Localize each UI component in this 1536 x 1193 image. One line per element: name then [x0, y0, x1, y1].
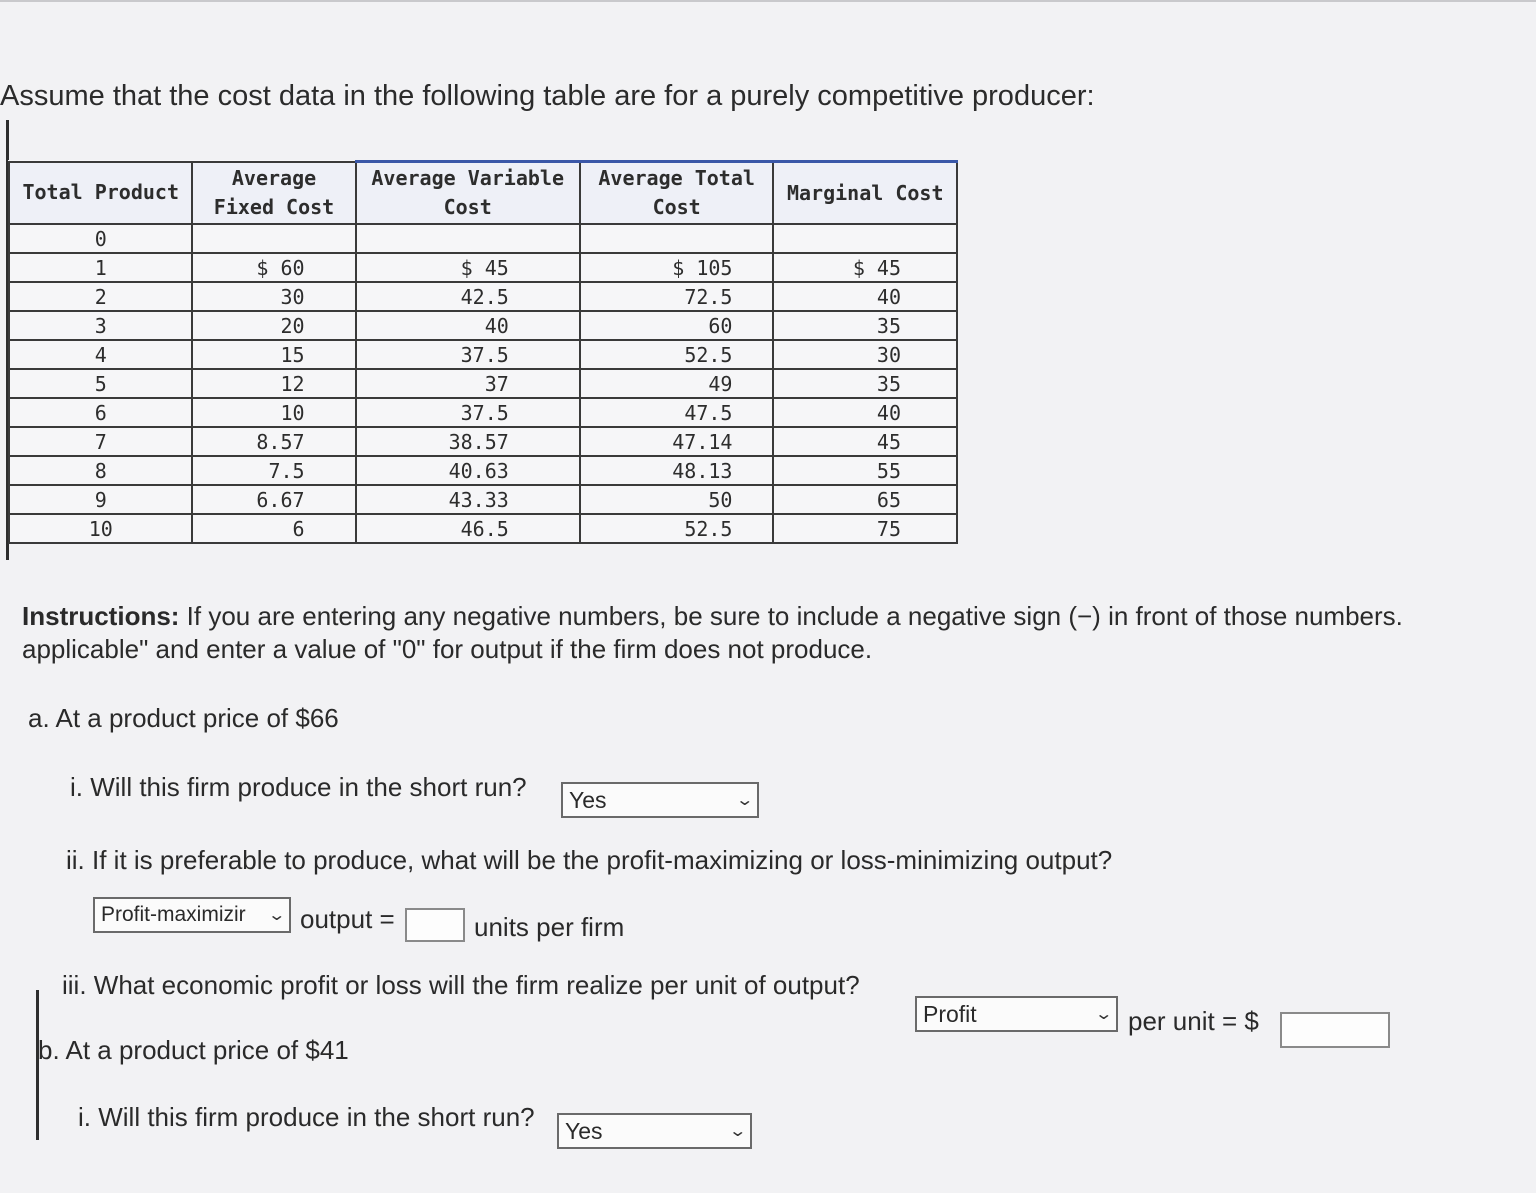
cell-atc: 60: [580, 311, 774, 340]
cell-mc: 55: [773, 456, 957, 485]
cell-avc: 46.5: [356, 514, 580, 543]
cell-afc: 12: [192, 369, 355, 398]
table-row: [9, 340, 957, 369]
part-a-produce-value: Yes: [569, 786, 607, 813]
part-a-profit-type-select[interactable]: [93, 897, 291, 933]
table-row: [9, 369, 957, 398]
cell-afc: 6.67: [192, 485, 355, 514]
part-a-q2-label: ii. If it is preferable to produce, what will be the profit-maximizing or loss-minimizing output?: [66, 845, 1113, 875]
table-row: [9, 485, 957, 514]
cell-total-product: 6: [9, 398, 192, 427]
cell-avc: [356, 224, 580, 253]
table-row: [9, 398, 957, 427]
table-row: [9, 514, 957, 543]
part-a-per-unit-label: per unit = $: [1128, 1006, 1259, 1036]
chevron-down-icon: ⌄: [266, 907, 286, 924]
cell-mc: 35: [773, 311, 957, 340]
header-total-product: Total Product: [9, 162, 192, 225]
cell-total-product: 7: [9, 427, 192, 456]
table-row: [9, 224, 957, 253]
cell-mc: 30: [773, 340, 957, 369]
part-a-q1-label: i. Will this firm produce in the short run?: [70, 772, 527, 802]
instructions-label: Instructions:: [22, 601, 180, 631]
cell-total-product: 4: [9, 340, 192, 369]
part-b-produce-value: Yes: [565, 1117, 603, 1144]
part-a-profit-per-unit-input[interactable]: [1280, 1012, 1390, 1048]
cell-total-product: 10: [9, 514, 192, 543]
instructions-block: [22, 600, 1532, 666]
instructions-text: If you are entering any negative numbers, be sure to include a negative sign (−) in front of those numbers.: [179, 601, 1403, 631]
cell-atc: 49: [580, 369, 774, 398]
cell-mc: 35: [773, 369, 957, 398]
cell-avc: 37: [356, 369, 580, 398]
cell-avc: 42.5: [356, 282, 580, 311]
instructions-line-1: [22, 600, 1532, 633]
part-a-produce-select[interactable]: [561, 782, 759, 818]
cell-mc: 65: [773, 485, 957, 514]
part-a-profit-loss-value: Profit: [923, 1000, 977, 1027]
part-b-q1-label: i. Will this firm produce in the short run?: [78, 1102, 535, 1132]
cell-atc: 48.13: [580, 456, 774, 485]
cell-mc: [773, 224, 957, 253]
header-average-total-cost: Average Total Cost: [580, 162, 774, 225]
cell-afc: $ 60: [192, 253, 355, 282]
header-average-fixed-cost: Average Fixed Cost: [192, 162, 355, 225]
cell-atc: 52.5: [580, 514, 774, 543]
cell-afc: 30: [192, 282, 355, 311]
table-row: [9, 253, 957, 282]
cell-mc: 45: [773, 427, 957, 456]
header-average-variable-cost: Average Variable Cost: [356, 162, 580, 225]
part-a-profit-loss-select[interactable]: [915, 996, 1118, 1032]
cell-total-product: 3: [9, 311, 192, 340]
part-a-title: a. At a product price of $66: [28, 703, 339, 733]
part-a-profit-type-value: Profit-maximizir: [101, 903, 246, 926]
cell-total-product: 2: [9, 282, 192, 311]
table-row: [9, 311, 957, 340]
cell-atc: 47.14: [580, 427, 774, 456]
cell-mc: 40: [773, 398, 957, 427]
header-marginal-cost: Marginal Cost: [773, 162, 957, 225]
cell-afc: 20: [192, 311, 355, 340]
cell-avc: 40.63: [356, 456, 580, 485]
intro-text: Assume that the cost data in the following table are for a purely competitive producer:: [0, 80, 1095, 112]
cell-avc: 43.33: [356, 485, 580, 514]
cell-mc: 75: [773, 514, 957, 543]
chevron-down-icon: ⌄: [734, 792, 754, 809]
cost-table: [8, 160, 958, 544]
instructions-line-2: applicable" and enter a value of "0" for output if the firm does not produce.: [22, 634, 873, 664]
cell-afc: 10: [192, 398, 355, 427]
top-divider: [0, 0, 1536, 2]
part-a-q3-label: iii. What economic profit or loss will the firm realize per unit of output?: [62, 970, 860, 1000]
cell-avc: $ 45: [356, 253, 580, 282]
cell-atc: 47.5: [580, 398, 774, 427]
cell-total-product: 1: [9, 253, 192, 282]
table-row: [9, 456, 957, 485]
cell-atc: 52.5: [580, 340, 774, 369]
part-b-title: b. At a product price of $41: [38, 1035, 349, 1065]
cell-afc: 15: [192, 340, 355, 369]
chevron-down-icon: ⌄: [727, 1123, 747, 1140]
cell-afc: 8.57: [192, 427, 355, 456]
cell-total-product: 5: [9, 369, 192, 398]
cell-avc: 37.5: [356, 340, 580, 369]
cell-afc: [192, 224, 355, 253]
cell-mc: 40: [773, 282, 957, 311]
table-header-row: [9, 162, 957, 225]
part-a-output-input[interactable]: [405, 908, 465, 942]
cell-avc: 40: [356, 311, 580, 340]
cell-total-product: 0: [9, 224, 192, 253]
part-a-units-label: units per firm: [474, 912, 625, 942]
part-a-output-label: output =: [300, 904, 395, 934]
cell-avc: 38.57: [356, 427, 580, 456]
cell-atc: 72.5: [580, 282, 774, 311]
cell-atc: [580, 224, 774, 253]
cell-afc: 7.5: [192, 456, 355, 485]
cell-atc: $ 105: [580, 253, 774, 282]
cell-afc: 6: [192, 514, 355, 543]
chevron-down-icon: ⌄: [1093, 1006, 1113, 1023]
table-row: [9, 427, 957, 456]
part-b-produce-select[interactable]: [557, 1113, 752, 1149]
cell-total-product: 8: [9, 456, 192, 485]
table-row: [9, 282, 957, 311]
cell-atc: 50: [580, 485, 774, 514]
cell-total-product: 9: [9, 485, 192, 514]
cell-mc: $ 45: [773, 253, 957, 282]
cell-avc: 37.5: [356, 398, 580, 427]
